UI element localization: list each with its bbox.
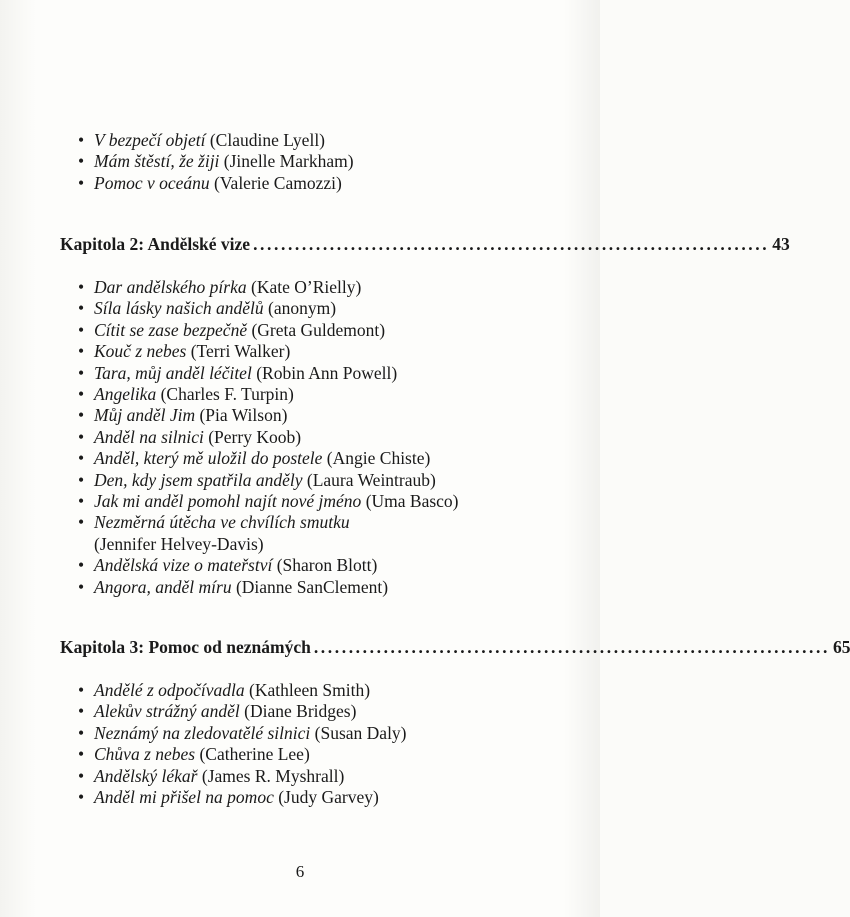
story-title: Anděl na silnici [94,426,204,447]
list-item [78,787,407,808]
story-title: Angora, anděl míru [94,576,232,597]
list-item [78,470,459,491]
bullet-icon: • [78,384,85,405]
story-author: (Jinelle Markham) [223,151,354,172]
list-item [78,491,459,512]
story-author: (Catherine Lee) [199,744,310,765]
story-title: Tara, můj anděl léčitel [94,362,252,383]
story-title: Jak mi anděl pomohl najít nové jméno [94,491,362,512]
list-item [78,173,354,194]
list-item [78,363,459,384]
story-title: Pomoc v oceánu [94,172,210,193]
story-author: (Diane Bridges) [244,701,357,722]
list-item [78,723,407,744]
story-title: Neznámý na zledovatělé silnici [94,722,311,743]
story-title: Síla lásky našich andělů [94,298,264,319]
story-list [78,277,459,598]
story-title: Andělský lékař [94,765,198,786]
story-author: (Claudine Lyell) [209,130,326,150]
chapter-heading [60,234,790,255]
leader-dots: .......................................................................... [253,234,770,254]
story-title: Anděl mi přišel na pomoc [94,787,274,808]
story-title: Alekův strážný anděl [94,701,240,722]
list-item [78,320,459,341]
list-item [78,555,459,576]
story-author: (Susan Daly) [314,722,407,743]
story-author: (Dianne SanClement) [235,576,389,597]
story-title: Andělé z odpočívadla [94,680,245,700]
story-title: Kouč z nebes [94,341,187,362]
story-author: (Kathleen Smith) [249,680,371,700]
story-author: (Valerie Camozzi) [214,172,342,193]
story-author: (James R. Myshrall) [201,765,345,786]
story-author: (Perry Koob) [208,426,302,447]
bullet-icon: • [78,469,85,490]
story-author: (Robin Ann Powell) [256,362,398,383]
story-title: Chůva z nebes [94,744,196,765]
bullet-icon: • [78,426,85,447]
bullet-icon: • [78,680,85,700]
list-item [78,512,459,555]
story-title: Angelika [94,384,157,405]
bullet-icon: • [78,341,85,362]
chapter-page: 43 [772,234,790,254]
bullet-icon: • [78,512,85,533]
list-item [78,427,459,448]
story-author: (Uma Basco) [365,491,459,512]
list-item [78,341,459,362]
page-number: 6 [295,862,305,881]
bullet-icon: • [78,277,85,297]
story-title: Nezměrná útěcha ve chvílích smutku [94,512,350,533]
leader-dots: .......................................................................... [313,637,830,657]
story-author: (Kate O’Rielly) [251,277,362,297]
story-author: (Sharon Blott) [276,555,378,576]
list-item [78,277,459,298]
story-author: (Charles F. Turpin) [160,384,294,405]
story-title: Anděl, který mě uložil do postele [94,448,323,469]
bullet-icon: • [78,405,85,426]
story-title: V bezpečí objetí [94,130,206,150]
list-item [78,448,459,469]
story-title: Den, kdy jsem spatřila anděly [94,469,303,490]
story-author: (Judy Garvey) [278,787,379,808]
story-author: (Angie Chiste) [326,448,431,469]
story-author: (Terri Walker) [190,341,291,362]
list-item [78,744,407,765]
bullet-icon: • [78,130,85,150]
list-item [78,766,407,787]
bullet-icon: • [78,491,85,512]
bullet-icon: • [78,744,85,765]
bullet-icon: • [78,576,85,597]
story-author: (anonym) [268,298,337,319]
bullet-icon: • [78,362,85,383]
chapter-heading [60,637,850,658]
list-item [78,151,354,172]
bullet-icon: • [78,151,85,172]
list-item [78,298,459,319]
chapter-page: 65 [832,637,850,657]
bullet-icon: • [78,701,85,722]
list-item [78,680,407,701]
bullet-icon: • [78,722,85,743]
story-title: Dar andělského pírka [94,277,247,297]
story-author: (Pia Wilson) [199,405,288,426]
bullet-icon: • [78,448,85,469]
bullet-icon: • [78,765,85,786]
list-item [78,384,459,405]
story-title: Mám štěstí, že žiji [94,151,220,172]
bullet-icon: • [78,172,85,193]
bullet-icon: • [78,787,85,808]
bullet-icon: • [78,555,85,576]
story-title: Cítit se zase bezpečně [94,319,248,340]
story-author: (Laura Weintraub) [306,469,436,490]
story-title: Andělská vize o mateřství [94,555,273,576]
list-item [78,577,459,598]
bullet-icon: • [78,298,85,319]
story-list [78,130,354,194]
bullet-icon: • [78,319,85,340]
story-list [78,680,407,808]
story-author: (Jennifer Helvey-Davis) [94,533,264,554]
story-title: Můj anděl Jim [94,405,196,426]
story-author: (Greta Guldemont) [251,319,386,340]
chapter-title: Kapitola 3: Pomoc od neznámých [60,637,311,657]
list-item [78,130,354,151]
chapter-title: Kapitola 2: Andělské vize [60,234,251,254]
list-item [78,405,459,426]
list-item [78,701,407,722]
